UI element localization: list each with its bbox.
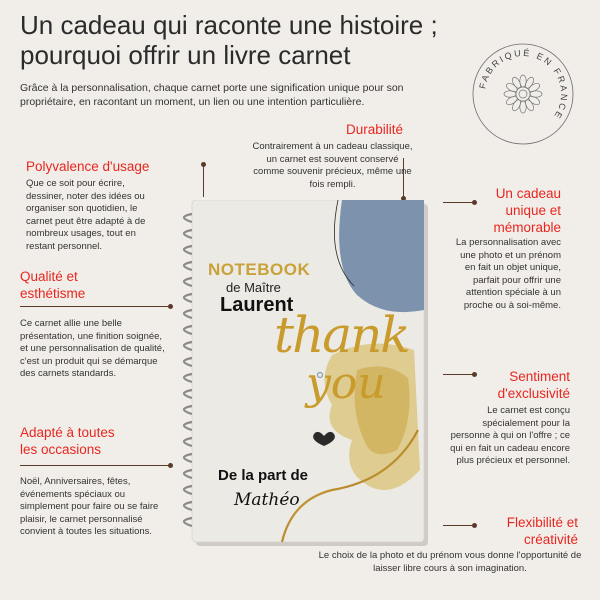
- notebook-owner-name: Laurent: [220, 294, 294, 316]
- title-line-2: pourquoi offrir un livre carnet: [20, 40, 351, 70]
- cadeau-text: La personnalisation avec une photo et un prénom en fait un objet unique, parfait pour offrir une attention spéciale à un proche ou à soi-même.: [455, 237, 561, 311]
- occasions-title-line-2: les occasions: [20, 442, 102, 457]
- flexibilite-title-line-1: Flexibilité et: [506, 515, 578, 530]
- sunflower-icon: [504, 75, 542, 113]
- exclusivite-text: Le carnet est conçu spécialement pour la personne à qui on l'offre ; ce qui en fait un cadeau encore plus précieux et personnel.: [450, 405, 570, 466]
- intro-text: Grâce à la personnalisation, chaque carnet porte une signification unique pour son propriétaire, en racontant un moment, un lien ou une intention particulière.: [20, 82, 404, 108]
- polyvalence-title: Polyvalence d'usage: [26, 159, 150, 174]
- occasions-title: [20, 424, 180, 458]
- occasions-title-line-1: Adapté à toutes: [20, 425, 115, 440]
- notebook-brand: NOTEBOOK: [208, 260, 311, 279]
- notebook-de-maitre: de Maître: [226, 280, 281, 295]
- notebook-from-label: De la part de: [218, 467, 309, 484]
- occasions-connector: [20, 465, 170, 466]
- title-line-1: Un cadeau qui raconte une histoire ;: [20, 10, 438, 40]
- qualite-dot: [168, 304, 173, 309]
- qualite-title: [20, 268, 170, 302]
- durabilite-title: Durabilité: [345, 122, 403, 137]
- cadeau-title-line-1: Un cadeau: [495, 186, 561, 201]
- notebook-you-text: you: [306, 358, 386, 409]
- spiral-binding: [174, 200, 204, 548]
- occasions-dot: [168, 463, 173, 468]
- cadeau-title: [440, 185, 561, 236]
- page-title: [20, 10, 460, 70]
- exclusivite-title-line-1: Sentiment: [509, 369, 570, 384]
- qualite-text: Ce carnet allie une belle présentation, une finition soignée, et une personnalisation de qualité, c'est un produit qui se démarque des carnets standards.: [20, 318, 165, 379]
- flexibilite-text: Le choix de la photo et du prénom vous donne l'opportunité de laisser libre cours à son imagination.: [318, 550, 582, 574]
- qualite-title-line-2: esthétisme: [20, 286, 86, 301]
- svg-text:FABRIQUÉ EN FRANCE: [477, 48, 569, 122]
- cadeau-title-line-2: unique et: [505, 203, 561, 218]
- exclusivite-title: [450, 368, 570, 402]
- occasions-text: Noël, Anniversaires, fêtes, événements spéciaux ou simplement pour faire ou se faire plaisir, le carnet personnalisé convient à toutes les situations.: [20, 476, 159, 537]
- exclusivite-title-line-2: d'exclusivité: [497, 386, 570, 401]
- flexibilite-title: [460, 514, 578, 548]
- badge-text: FABRIQUÉ EN FRANCE: [477, 47, 570, 122]
- qualite-connector: [20, 306, 170, 307]
- notebook-image: [182, 200, 430, 548]
- durabilite-text: Contrairement à un cadeau classique, un carnet est souvent conservé comme souvenir précieux, même une fois rempli.: [252, 141, 413, 190]
- notebook-from-name: Mathéo: [234, 490, 300, 510]
- cadeau-title-line-3: mémorable: [493, 220, 561, 235]
- polyvalence-text: Que ce soit pour écrire, dessiner, noter des idées ou organiser son quotidien, le carnet peut être adapté à de nombreux usages, tout en restant personnel.: [26, 178, 146, 252]
- made-in-france-badge: [471, 42, 575, 146]
- flexibilite-title-line-2: créativité: [523, 532, 578, 547]
- notebook-thank-text: thank: [274, 306, 409, 364]
- qualite-title-line-1: Qualité et: [20, 269, 78, 284]
